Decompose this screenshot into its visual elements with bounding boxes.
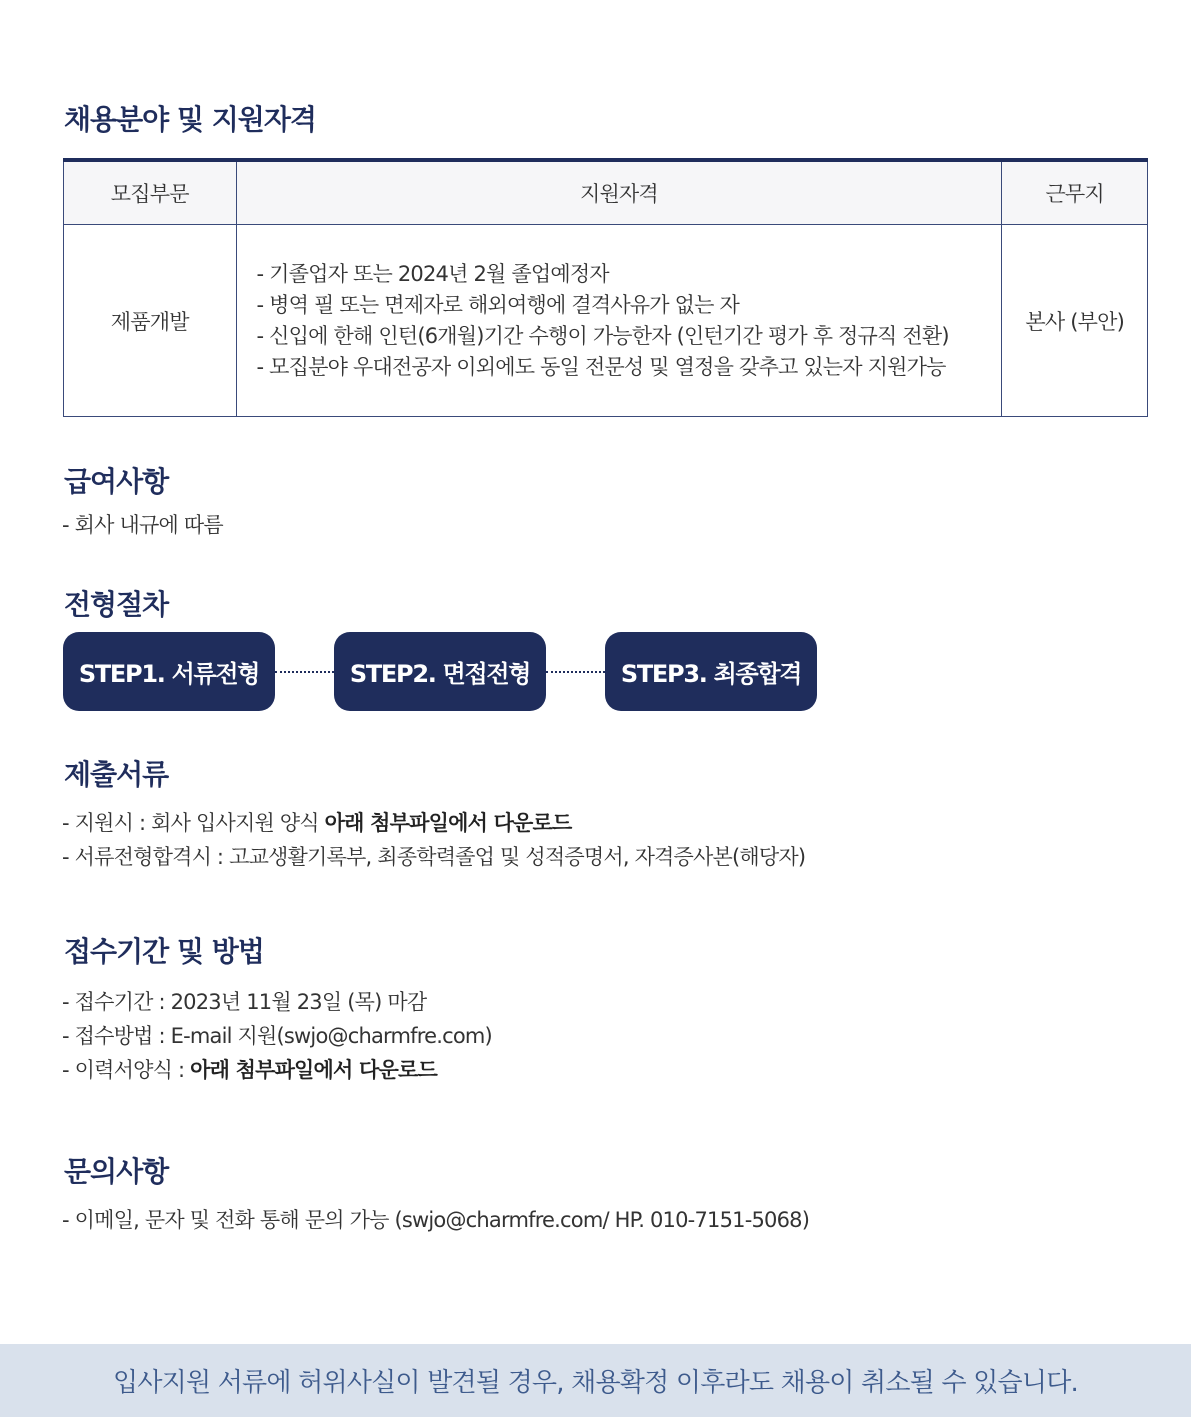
section-title-process: 전형절차 [64, 588, 169, 621]
application-period: - 접수기간 : 2023년 11월 23일 (목) 마감 [62, 990, 427, 1014]
section-title-contact: 문의사항 [64, 1155, 169, 1188]
table-row [64, 225, 1148, 417]
cell-location: 본사 (부안) [1002, 225, 1148, 417]
qualification-item: - 모집분야 우대전공자 이외에도 동일 전문성 및 열정을 갖추고 있는자 지원가능 [256, 354, 946, 379]
resume-download-emphasis: 아래 첨부파일에서 다운로드 [190, 1058, 437, 1082]
footer-notice-text: 입사지원 서류에 허위사실이 발견될 경우, 채용확정 이후라도 채용이 취소될 수 있습니다. [113, 1368, 1078, 1398]
application-method: - 접수방법 : E-mail 지원(swjo@charmfre.com) [62, 1024, 492, 1048]
process-steps [63, 632, 823, 711]
documents-apply-text: - 지원시 : 회사 입사지원 양식 [62, 811, 325, 835]
recruitment-table [63, 158, 1148, 417]
table-header-row [64, 160, 1148, 225]
step-connector [275, 671, 334, 673]
footer-notice-bar [0, 1344, 1191, 1417]
step-3-final-acceptance: STEP3. 최종합격 [605, 632, 817, 711]
header-location: 근무지 [1002, 160, 1148, 225]
qualification-item: - 신입에 한해 인턴(6개월)기간 수행이 가능한자 (인턴기간 평가 후 정규직 전환) [256, 323, 949, 348]
application-resume-form [62, 1054, 437, 1084]
cell-department: 제품개발 [64, 225, 237, 417]
step-1-document-screening: STEP1. 서류전형 [63, 632, 275, 711]
section-title-salary: 급여사항 [64, 465, 169, 498]
resume-form-text: - 이력서양식 : [62, 1058, 191, 1082]
section-title-documents: 제출서류 [64, 758, 169, 791]
documents-line-pass: - 서류전형합격시 : 고교생활기록부, 최종학력졸업 및 성적증명서, 자격증사본(해당자) [62, 845, 806, 869]
qualification-item: - 기졸업자 또는 2024년 2월 졸업예정자 [256, 261, 609, 286]
section-title-application: 접수기간 및 방법 [64, 935, 264, 968]
salary-text: - 회사 내규에 따름 [62, 513, 223, 537]
contact-text: - 이메일, 문자 및 전화 통해 문의 가능 (swjo@charmfre.com/ HP. 010-7151-5068) [62, 1208, 810, 1232]
cell-qualifications [236, 225, 1002, 417]
documents-line-apply [62, 807, 572, 837]
step-2-interview: STEP2. 면접전형 [334, 632, 546, 711]
documents-download-emphasis: 아래 첨부파일에서 다운로드 [324, 811, 572, 835]
step-connector [546, 671, 605, 673]
qualification-item: - 병역 필 또는 면제자로 해외여행에 결격사유가 없는 자 [256, 292, 739, 317]
section-title-qualifications: 채용분야 및 지원자격 [64, 103, 316, 136]
header-qualifications: 지원자격 [236, 160, 1002, 225]
header-department: 모집부문 [64, 160, 237, 225]
